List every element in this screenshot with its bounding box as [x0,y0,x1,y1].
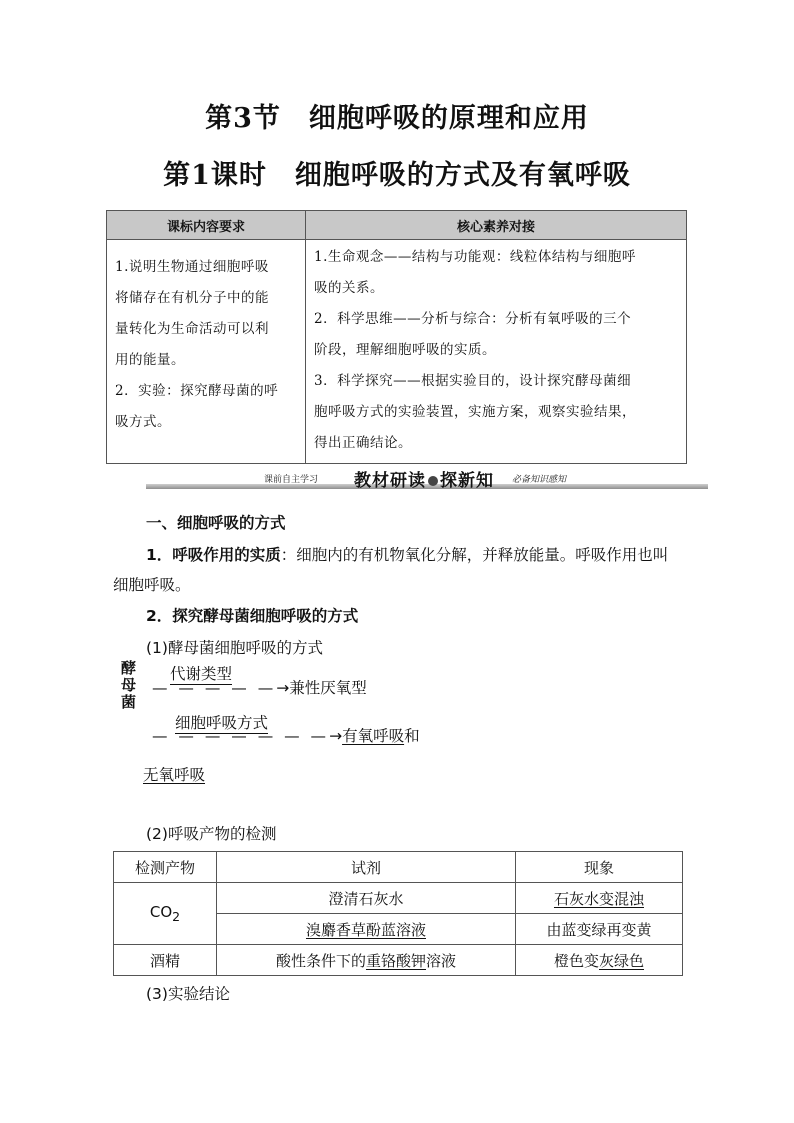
paragraph-1-line-2: 细胞呼吸。 [113,576,191,594]
heading-2: 2．探究酵母菌细胞呼吸的方式 [146,607,359,625]
std-col2-line: 3．科学探究——根据实验目的，设计探究酵母菌细 [314,373,632,389]
paragraph-1-label: 1．呼吸作用的实质 [146,546,281,564]
header-cell: 检测产物 [114,852,217,883]
detection-table [113,851,683,976]
banner-right-text: 必备知识感知 [512,475,567,485]
result-cell: 橙色变灰绿色 [516,945,683,976]
section-title [0,96,794,135]
std-col1-line: 1.说明生物通过细胞呼吸 [115,259,269,275]
yeast-vertical-label: 酵母菌 [121,659,137,711]
branch-1-result: →兼性厌氧型 [276,679,367,697]
standards-col2-header: 核心素养对接 [306,211,687,240]
table-row [114,883,683,914]
table-row [114,945,683,976]
reagent-cell: 溴麝香草酚蓝溶液 [217,914,516,945]
branch-1-dash: — — — — — [152,679,277,697]
table-row [114,852,683,883]
result-cell: 石灰水变混浊 [516,883,683,914]
subheading-3: (3)实验结论 [146,985,230,1003]
header-cell: 试剂 [217,852,516,883]
branch-2-line [152,724,420,746]
branch-1-line [152,676,367,698]
banner-main-a: 教材研读 [354,471,426,491]
std-col2-line: 1.生命观念——结构与功能观：线粒体结构与细胞呼 [314,249,636,265]
std-col2-line: 阶段，理解细胞呼吸的实质。 [314,342,496,358]
banner-main [354,466,494,491]
std-col1-line: 吸方式。 [115,414,171,430]
banner-main-b: 探新知 [440,471,494,491]
branch-2-and: 和 [404,727,420,745]
result-cell: 由蓝变绿再变黄 [516,914,683,945]
branch-2-result-2: 无氧呼吸 [143,766,206,784]
banner-left-text: 课前自主学习 [264,475,319,485]
branch-2-result: 有氧呼吸 [342,727,405,745]
subheading-2: (2)呼吸产物的检测 [146,825,277,843]
product-cell: 酒精 [114,945,217,976]
standards-table [106,210,687,464]
std-col2-line: 得出正确结论。 [314,435,412,451]
section-banner [146,466,708,492]
paragraph-1-text: ：细胞内的有机物氧化分解，并释放能量。呼吸作用也叫 [280,546,669,564]
standards-col2-cell [306,240,687,464]
std-col2-line: 吸的关系。 [314,280,384,296]
branch-2-dash: — — — — — — — [152,727,330,745]
paragraph-1-line-1 [146,543,668,565]
std-col2-line: 胞呼吸方式的实验装置，实施方案，观察实验结果， [314,404,636,420]
std-col1-line: 用的能量。 [115,352,185,368]
co2-cell: $CO_2$ [114,883,217,945]
lesson-title [0,153,794,192]
branch-2-arrow: → [329,727,343,745]
lesson-title-text: 细胞呼吸的方式及有氧呼吸 [294,160,631,191]
banner-dot-icon [428,476,438,486]
standards-col1-header: 课标内容要求 [107,211,306,240]
reagent-cell: 酸性条件下的重铬酸钾溶液 [217,945,516,976]
std-col1-line: 2．实验：探究酵母菌的呼 [115,383,279,399]
std-col1-line: 将储存在有机分子中的能 [115,290,269,306]
section-title-text: 细胞呼吸的原理和应用 [308,103,589,134]
std-col2-line: 2．科学思维——分析与综合：分析有氧呼吸的三个 [314,311,632,327]
branch-1-label: 代谢类型 [170,665,233,683]
subheading-1: (1)酵母菌细胞呼吸的方式 [146,639,323,657]
heading-1: 一、细胞呼吸的方式 [146,514,286,532]
branch-2-label: 细胞呼吸方式 [175,714,269,732]
std-col1-line: 量转化为生命活动可以利 [115,321,269,337]
standards-col1-cell [107,240,306,464]
section-number: 第3节 [205,103,281,134]
reagent-cell: 澄清石灰水 [217,883,516,914]
lesson-number: 第1课时 [163,160,267,191]
header-cell: 现象 [516,852,683,883]
